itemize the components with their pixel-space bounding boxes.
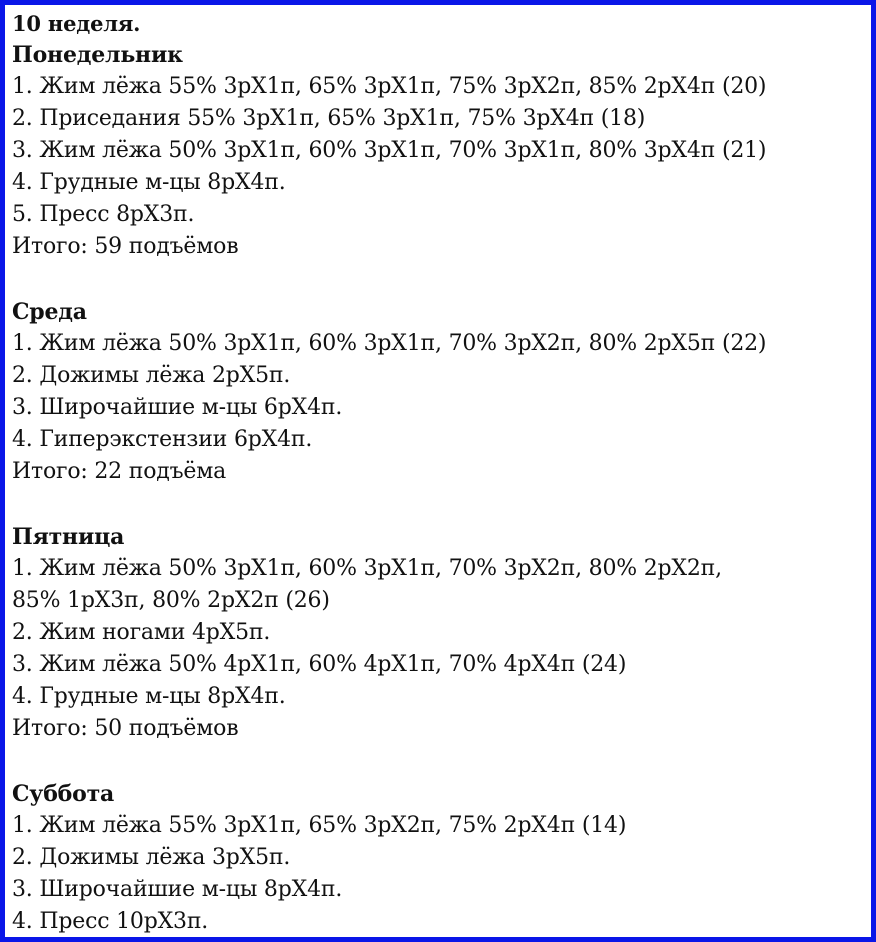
day-title-wednesday: Среда [12, 299, 87, 325]
exercise-line: 2. Приседания 55% 3рХ1п, 65% 3рХ1п, 75% 3рХ4п (18) [12, 106, 646, 131]
total-line: Итого: 50 подъёмов [12, 716, 239, 741]
exercise-line: 3. Жим лёжа 50% 4рХ1п, 60% 4рХ1п, 70% 4рХ4п (24) [12, 652, 627, 677]
exercise-line: 2. Жим ногами 4рХ5п. [12, 620, 271, 645]
week-title: 10 неделя. [12, 11, 141, 36]
day-block-wednesday [12, 296, 871, 488]
exercise-line: 3. Широчайшие м-цы 8рХ4п. [12, 877, 343, 902]
exercise-line: 3. Жим лёжа 50% 3рХ1п, 60% 3рХ1п, 70% 3рХ1п, 80% 3рХ4п (21) [12, 138, 767, 163]
day-title-monday: Понедельник [12, 42, 183, 68]
day-title-friday: Пятница [12, 524, 125, 550]
exercise-line-continuation: 85% 1рХ3п, 80% 2рХ2п (26) [12, 588, 330, 613]
exercise-line: 1. Жим лёжа 55% 3рХ1п, 65% 3рХ2п, 75% 2рХ4п (14) [12, 813, 627, 838]
day-block-saturday [12, 778, 871, 938]
exercise-line: 4. Пресс 10рХ3п. [12, 909, 209, 934]
day-title-saturday: Суббота [12, 781, 115, 807]
day-block-friday [12, 521, 871, 745]
day-block-monday [12, 39, 871, 263]
exercise-line: 4. Гиперэкстензии 6рХ4п. [12, 427, 313, 452]
exercise-line: 1. Жим лёжа 50% 3рХ1п, 60% 3рХ1п, 70% 3рХ2п, 80% 2рХ2п, [12, 556, 722, 581]
total-line: Итого: 22 подъёма [12, 459, 227, 484]
exercise-line: 4. Грудные м-цы 8рХ4п. [12, 684, 286, 709]
total-line: Итого: 59 подъёмов [12, 234, 239, 259]
exercise-line: 2. Дожимы лёжа 2рХ5п. [12, 363, 291, 388]
exercise-line: 1. Жим лёжа 50% 3рХ1п, 60% 3рХ1п, 70% 3рХ2п, 80% 2рХ5п (22) [12, 331, 767, 356]
exercise-line: 2. Дожимы лёжа 3рХ5п. [12, 845, 291, 870]
exercise-line: 5. Пресс 8рХ3п. [12, 202, 195, 227]
exercise-line: 3. Широчайшие м-цы 6рХ4п. [12, 395, 343, 420]
exercise-line: 4. Грудные м-цы 8рХ4п. [12, 170, 286, 195]
exercise-line: 1. Жим лёжа 55% 3рХ1п, 65% 3рХ1п, 75% 3рХ2п, 85% 2рХ4п (20) [12, 74, 767, 99]
